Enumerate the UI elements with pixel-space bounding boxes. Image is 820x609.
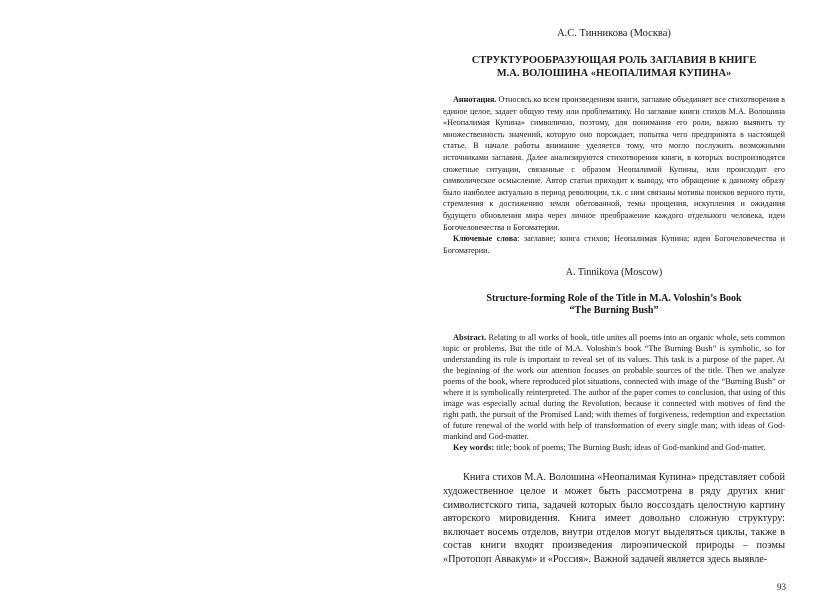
abstract-en-label: Abstract. [453,333,487,343]
keywords-ru-text: : заглавие; книга стихов; Неопалимая Купина; идеи Богочеловечества и Богоматерии. [443,234,785,255]
keywords-ru-label: Ключевые слова [453,234,518,244]
abstract-ru [443,94,785,233]
author-en: A. Tinnikova (Moscow) [565,267,663,279]
abstract-en [443,332,785,442]
title-ru [443,54,785,80]
keywords-en-label: Key words: [453,443,495,453]
keywords-ru [443,233,785,256]
title-en [443,293,785,317]
author-ru: А.С. Тинникова (Москва) [557,28,671,39]
abstract-ru-text: Относясь ко всем произведениям книги, заглавие объединяет все стихотворения в единое целое, задает общую тему или проблематику. Но заглавие книги стихов М.А. Волошина «Неопалимая Купина» символично, поэтому, для понимания его роли, важно выявить ту множественность значений, которую оно порождает, попытка чего предпринята в настоящей статье. В начале работы внимание уделяется тому, что могло послужить возможными источниками заглавия. Далее анализируются стихотворения книги, в которых воспроизводятся сюжетные ситуации, связанные с образом Неопалимой Купины, или происходит его символическое осмысление. Автор статьи приходит к выводу, что обращение к данному образу было наиболее актуально в период революции, т.к. с ним связаны мотивы поисков верного пути, стремления к достижению земли обетованной, темы прощения, искупления и ожидания будущего обновления мира через личное преображение каждого отдельного человека, идеи Богочеловечества и Богоматерии. [443,95,785,232]
article-column [443,28,785,566]
keywords-en [443,442,785,453]
keywords-en-text: title; book of poems; The Burning Bush; ideas of God-mankind and God-matter. [494,443,766,453]
title-ru-line2: М.А. ВОЛОШИНА «НЕОПАЛИМАЯ КУПИНА» [496,68,732,79]
body-paragraph: Книга стихов М.А. Волошина «Неопалимая Купина» представляет собой художественное целое и может быть рассмотрена в ряду других книг символистского типа, задачей которых было воссоздать целостную картину авторского мировидения. Книга имеет довольно сложную структуру: включает восемь отделов, внутри отделов могут выделяться циклы, также в состав книги входят произведения лироэпической природы – поэмы «Протопоп Аввакум» и «Россия». Важной задачей является здесь выявле- [443,472,785,565]
title-en-line2: “The Burning Bush” [569,305,659,317]
page-number: 93 [777,582,786,592]
abstract-ru-label: Аннотация. [453,95,497,104]
abstract-en-text: Relating to all works of book, title unites all poems into an organic whole, sets common topic or problems. But the title of M.A. Voloshin’s book “The Burning Bush” is symbolic, so for understanding its role is important to reveal set of its values. This task is a purpose of the paper. At the beginning of the work our attention focuses on probable sources of the title. Then we analyze poems of the book, where reproduced plot situations, connected with image of the “Burning Bush” or where it is symbolically reinterpreted. The author of the paper comes to conclusion, that using of this image was especially actual during the Revolution, because it connected with motives of find the right path, the pursuit of the Promised Land; with themes of forgiveness, redemption and expectation of future renewal of the world with help of transformation of every single man; with ideas of God-mankind and God-matter. [443,333,785,442]
title-ru-line1: СТРУКТУРООБРАЗУЮЩАЯ РОЛЬ ЗАГЛАВИЯ В КНИГЕ [471,55,757,66]
title-en-line1: Structure-forming Role of the Title in M.A. Voloshin’s Book [486,293,742,305]
